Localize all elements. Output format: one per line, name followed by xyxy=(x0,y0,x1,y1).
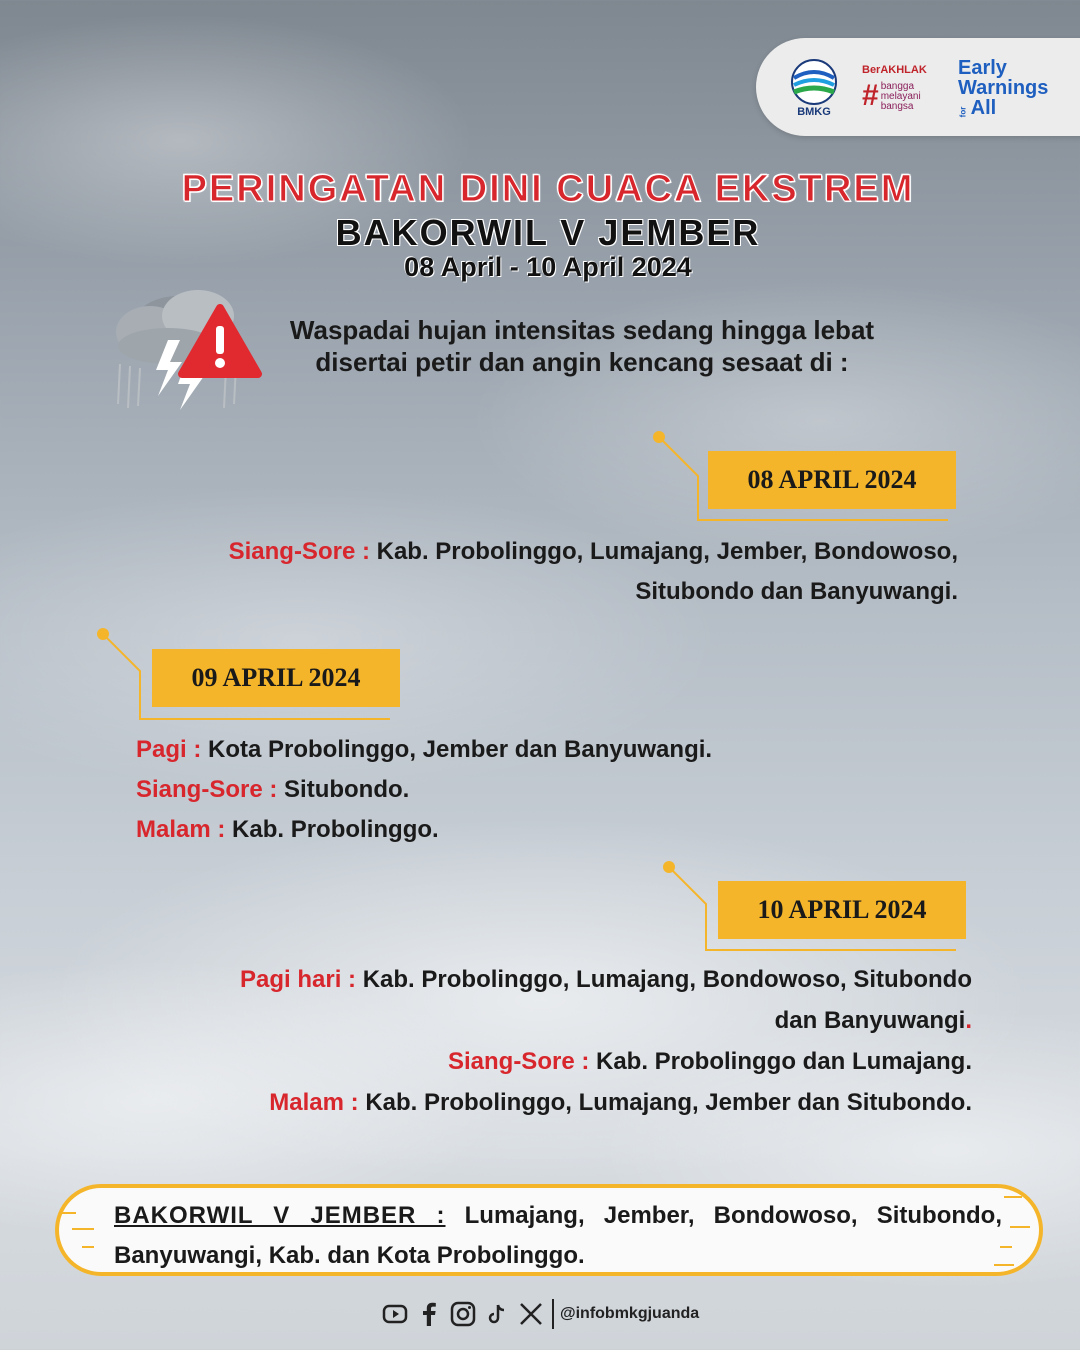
day1-siang-sore-cont: Situbondo dan Banyuwangi. xyxy=(635,578,958,605)
facebook-icon[interactable] xyxy=(416,1301,442,1327)
storm-warning-icon xyxy=(108,286,268,421)
youtube-icon[interactable] xyxy=(382,1301,408,1327)
bangga-line-1: bangga xyxy=(880,81,915,92)
time-label: Siang-Sore : xyxy=(228,538,370,565)
day2-pagi-row xyxy=(136,730,712,770)
region-text: Situbondo. xyxy=(284,776,410,803)
day1-siang-sore-row xyxy=(0,532,958,572)
instagram-icon[interactable] xyxy=(450,1301,476,1327)
time-label: Siang-Sore : xyxy=(136,776,278,803)
date-tag-day-3: 10 APRIL 2024 xyxy=(718,881,966,939)
hashtag-icon: # xyxy=(862,79,879,112)
intro-text xyxy=(262,314,902,378)
time-label: Malam : xyxy=(136,816,226,843)
time-label: Pagi hari : xyxy=(240,966,357,993)
region-text: Kab. Probolinggo. xyxy=(232,816,439,843)
date-tag-day-1: 08 APRIL 2024 xyxy=(708,451,956,509)
red-period: . xyxy=(965,1007,972,1034)
region-info-text xyxy=(114,1196,1002,1276)
region-text: Kota Probolinggo, Jember dan Banyuwangi. xyxy=(208,736,713,763)
time-label: Pagi : xyxy=(136,736,202,763)
social-handle[interactable]: @infobmkgjuanda xyxy=(552,1299,699,1329)
bangga-line-2: melayani xyxy=(880,91,921,102)
early-warnings-logo xyxy=(958,58,1058,122)
day2-malam-row xyxy=(136,810,439,850)
tiktok-icon[interactable] xyxy=(484,1301,510,1327)
day3-malam-row xyxy=(0,1083,972,1123)
day3-pagi-cont xyxy=(0,1001,972,1041)
day3-siang-sore-row xyxy=(0,1042,972,1082)
region-text: Kab. Probolinggo, Lumajang, Bondowoso, Situbondo xyxy=(362,966,972,993)
berakhlak-label: BerAKHLAK xyxy=(862,64,927,76)
dash-decoration xyxy=(72,1228,94,1230)
region-text: dan Banyuwangi xyxy=(774,1007,966,1034)
dash-decoration xyxy=(82,1246,94,1248)
dash-decoration xyxy=(1004,1196,1022,1198)
ewfa-line-2: Warnings xyxy=(958,77,1049,99)
bmkg-label: BMKG xyxy=(797,106,831,118)
dash-decoration xyxy=(1010,1226,1030,1228)
date-tag-day-2: 09 APRIL 2024 xyxy=(152,649,400,707)
page-title: PERINGATAN DINI CUACA EKSTREM xyxy=(181,168,915,210)
region-info-list: Lumajang, Jember, Bondowoso, Situbondo, Banyuwangi, Kab. dan Kota Probolinggo. xyxy=(114,1202,1002,1269)
intro-line-1: Waspadai hujan intensitas sedang hingga lebat xyxy=(289,315,875,345)
bangga-melayani-bangsa-logo xyxy=(862,79,932,112)
social-bar xyxy=(382,1296,699,1332)
region-info-label: BAKORWIL V JEMBER : xyxy=(114,1202,446,1229)
dash-decoration xyxy=(62,1212,76,1214)
ewfa-for: for xyxy=(958,106,968,118)
time-label: Siang-Sore : xyxy=(447,1048,590,1075)
day3-pagi-row xyxy=(0,960,972,1000)
bangga-line-3: bangsa xyxy=(880,101,914,112)
region-text: Kab. Probolinggo, Lumajang, Jember dan Situbondo. xyxy=(365,1089,972,1116)
page-subtitle: BAKORWIL V JEMBER xyxy=(335,212,761,253)
intro-line-2: disertai petir dan angin kencang sesaat di : xyxy=(315,347,849,377)
ewfa-line-1: Early xyxy=(958,57,1007,79)
day2-siang-sore-row xyxy=(136,770,409,810)
region-text: Kab. Probolinggo, Lumajang, Jember, Bondowoso, xyxy=(376,538,958,565)
ewfa-line-3 xyxy=(958,98,1058,122)
x-icon[interactable] xyxy=(518,1301,544,1327)
time-label: Malam : xyxy=(269,1089,359,1116)
date-range: 08 April - 10 April 2024 xyxy=(404,252,692,282)
region-text: Kab. Probolinggo dan Lumajang. xyxy=(596,1048,972,1075)
ewfa-all: All xyxy=(970,97,997,119)
